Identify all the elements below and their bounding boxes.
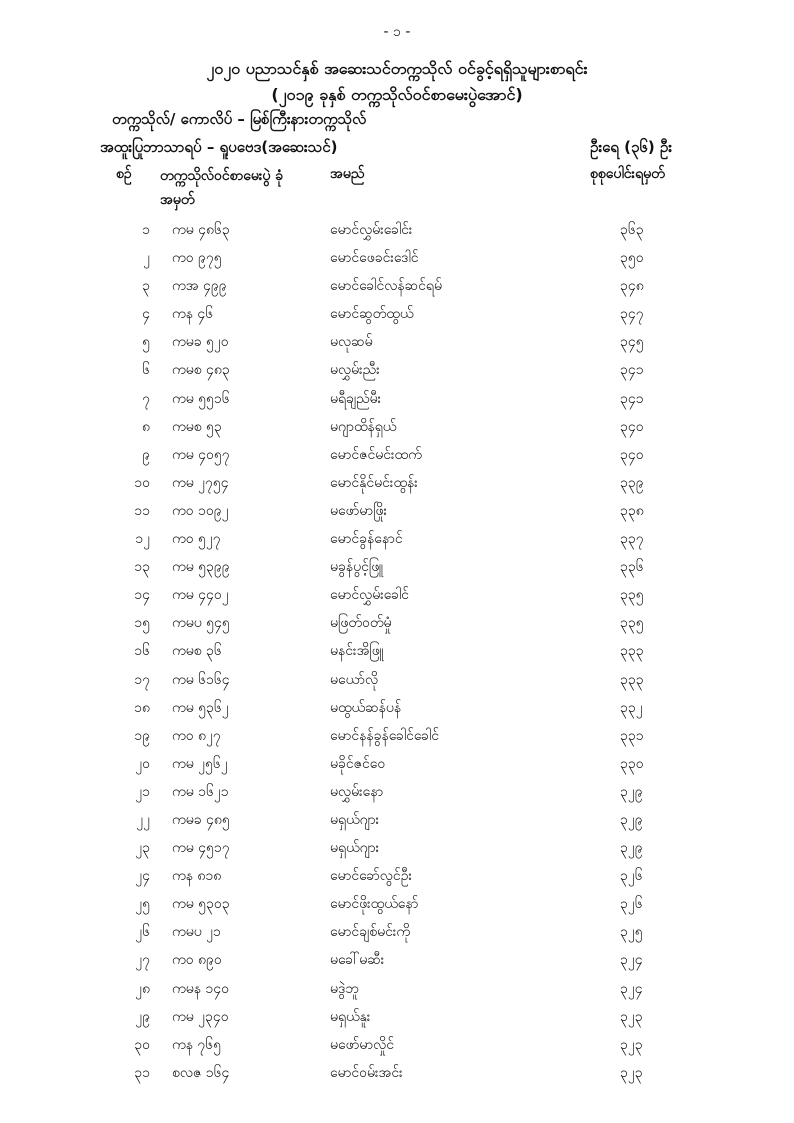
table-row: [0, 609, 794, 637]
column-header-total-marks: စုစုပေါင်းရမှတ်: [590, 166, 665, 182]
table-row: [0, 1003, 794, 1031]
total-marks: ၃၂၃: [620, 1008, 643, 1025]
total-marks: ၃၃၈: [620, 502, 644, 519]
row-number: ၂၇: [135, 952, 150, 969]
row-number: ၇: [142, 390, 150, 407]
table-row: [0, 890, 794, 918]
row-number: ၁၀: [134, 474, 150, 491]
total-marks: ၃၂၄: [620, 980, 643, 997]
roll-number: ကမပ ၂၁: [172, 924, 221, 941]
student-name: မောင်ဖိုးထွယ်နော်: [330, 896, 419, 913]
student-name: မောင်ဝမ်းအင်း: [330, 1064, 403, 1081]
student-name: မရီချည်မီး: [330, 390, 382, 407]
table-row: [0, 525, 794, 553]
row-number: ၂၉: [135, 1008, 150, 1025]
table-row: [0, 637, 794, 665]
student-name: မလွှမ်းညီး: [330, 362, 380, 379]
student-name: မရှယ်နူး: [330, 1008, 371, 1025]
table-row: [0, 750, 794, 778]
row-number: ၃: [142, 278, 150, 295]
roll-number: ကမ ၅၅၁၆: [172, 390, 230, 407]
total-marks: ၃၄၀: [620, 446, 644, 463]
column-header-name: အမည်: [330, 166, 365, 182]
total-marks: ၃၃၇: [620, 531, 644, 548]
row-number: ၈: [142, 418, 150, 435]
major-subject-line: အထူးပြုဘာသာရပ် – ရူပဗေဒ(အဆေးသင်): [100, 138, 338, 156]
row-number: ၆: [142, 362, 150, 379]
row-number: ၂၀: [135, 755, 150, 772]
student-name: မောင်ဇင်မင်းထက်: [330, 446, 422, 463]
headcount-line: ဦးရေ (၃၆) ဦး: [590, 138, 673, 156]
total-marks: ၃၄၁: [620, 362, 644, 379]
total-marks: ၃၃၁: [620, 727, 644, 744]
student-name: မောင်ခေါင်လန်ဆင်ရမ်: [330, 278, 442, 295]
student-name: မထွယ်ဆန်ပန်: [330, 699, 402, 716]
table-row: [0, 834, 794, 862]
total-marks: ၃၂၉: [620, 783, 643, 800]
document-title: ၂၀၂၀ ပညာသင်နှစ် အဆေးသင်တက္ကသိုလ် ဝင်ခွင့်ရရှိသူများစာရင်း: [206, 59, 588, 78]
row-number: ၂၄: [135, 868, 150, 885]
table-row: [0, 356, 794, 384]
table-row: [0, 975, 794, 1003]
roll-number: စလဇ ၁၆၄: [172, 1064, 230, 1081]
table-row: [0, 694, 794, 722]
row-number: ၁၂: [135, 531, 150, 548]
table-row: [0, 497, 794, 525]
student-name: မခွန်ပွင့်ဖြူ: [330, 559, 384, 576]
roll-number: ကမ ၅၃၀၃: [172, 896, 230, 913]
total-marks: ၃၃၉: [620, 474, 644, 491]
total-marks: ၃၄၅: [620, 334, 644, 351]
student-name: မောင်ဆွတ်ထွယ်: [330, 306, 414, 323]
roll-number: ကန ၄၆: [172, 306, 214, 323]
row-number: ၂၂: [136, 811, 150, 828]
table-row: [0, 778, 794, 806]
roll-number: ကမပ ၅၄၅: [172, 615, 230, 632]
row-number: ၂: [143, 250, 150, 267]
total-marks: ၃၃၃: [620, 671, 644, 688]
table-row: [0, 1059, 794, 1087]
student-name: မောင်ဖေခင်းဒေါင်: [330, 250, 419, 267]
table-row: [0, 300, 794, 328]
row-number: ၁၁: [134, 502, 150, 519]
table-row: [0, 806, 794, 834]
roll-number: ကမ ၄၈၆၃: [172, 222, 230, 238]
roll-number: ကန ၇၆၅: [172, 1036, 222, 1053]
table-row: [0, 1031, 794, 1059]
roll-number: ကမ ၄၅၁၇: [172, 840, 230, 857]
row-number: ၃၀: [134, 1036, 150, 1053]
table-row: [0, 918, 794, 946]
total-marks: ၃၃၀: [620, 755, 644, 772]
total-marks: ၃၃၂: [620, 699, 643, 716]
total-marks: ၃၃၅: [620, 587, 644, 604]
roll-number: ကမ ၅၃၆၂: [172, 699, 229, 716]
roll-number: ကဝ ၉၇၅: [172, 250, 222, 267]
table-row: [0, 385, 794, 413]
table-row: [0, 581, 794, 609]
row-number: ၅: [142, 334, 150, 351]
roll-number: ကမစ ၅၃: [172, 418, 222, 435]
student-name: မရှယ်ဂျား: [330, 811, 380, 828]
student-name: မလုဆမ်: [330, 334, 373, 351]
roll-number: ကမစ ၄၈၃: [172, 362, 230, 379]
total-marks: ၃၄၁: [620, 390, 644, 407]
total-marks: ၃၂၉: [620, 840, 643, 857]
table-row: [0, 441, 794, 469]
total-marks: ၃၂၄: [620, 952, 643, 969]
student-name: မောင်ခွန်နောင်: [330, 531, 403, 548]
table-row: [0, 244, 794, 272]
page-number: - ၁ -: [383, 24, 411, 40]
column-header-roll-number: တက္ကသိုလ်ဝင်စာမေးပွဲ ခုံအမှတ်: [160, 168, 284, 208]
roll-number: ကအ ၄၉၉: [172, 278, 227, 295]
table-row: [0, 553, 794, 581]
student-name: မောင်လွှမ်းခေါင်း: [330, 222, 413, 238]
roll-number: ကမခ ၅၂၀: [172, 334, 229, 351]
table-row: [0, 272, 794, 300]
total-marks: ၃၂၆: [620, 868, 643, 885]
row-number: ၁: [142, 222, 150, 238]
row-number: ၁၈: [134, 699, 150, 716]
row-number: ၁၅: [134, 615, 150, 632]
row-number: ၂၆: [135, 924, 150, 941]
roll-number: ကမစ ၃၆: [172, 643, 222, 660]
student-name: မောင်ချစ်မင်းကို: [330, 924, 411, 941]
row-number: ၂၃: [135, 840, 150, 857]
student-name: မဖော်မာလှိုင်: [330, 1036, 394, 1053]
student-name: မလွှမ်းနော: [330, 783, 384, 800]
row-number: ၂၈: [135, 980, 150, 997]
roll-number: ကမ ၄၄၀၂: [172, 587, 229, 604]
university-line: တက္ကသိုလ်/ ကောလိပ် – မြစ်ကြီးနားတက္ကသိုလ်: [112, 110, 367, 128]
roll-number: ကန ၈၁၈: [172, 868, 222, 885]
roll-number: ကမ ၁၆၂၁: [172, 783, 229, 800]
student-name: မောင်နန်ခွန်ခေါင်ခေါင်: [330, 727, 439, 744]
total-marks: ၃၃၅: [620, 615, 644, 632]
row-number: ၄: [142, 306, 150, 323]
row-number: ၁၄: [134, 587, 150, 604]
student-name: မခေါ်မဆီး: [330, 952, 385, 969]
total-marks: ၃၃၃: [620, 643, 644, 660]
total-marks: ၃၂၉: [620, 811, 643, 828]
table-row: [0, 413, 794, 441]
roll-number: ကမ ၂၇၅၄: [172, 474, 229, 491]
student-name: မဖော်မာဖြိုး: [330, 502, 388, 519]
table-row: [0, 216, 794, 244]
table-row: [0, 666, 794, 694]
roll-number: ကမန ၁၄၀: [172, 980, 230, 997]
student-name: မရှယ်ဂျား: [330, 840, 380, 857]
total-marks: ၃၄၀: [620, 418, 644, 435]
total-marks: ၃၄၇: [620, 306, 644, 323]
table-row: [0, 946, 794, 974]
row-number: ၁၆: [134, 643, 150, 660]
roll-number: ကဝ ၅၂၇: [172, 531, 221, 548]
student-name: မဂျာထိန်ရှယ်: [330, 418, 397, 435]
table-row: [0, 722, 794, 750]
student-name: မောင်နိုင်မင်းထွန်း: [330, 474, 418, 491]
row-number: ၁၉: [134, 727, 150, 744]
table-row: [0, 862, 794, 890]
student-name: မောင်ခော်လွင်ဦး: [330, 868, 413, 885]
roll-number: ကမ ၂၅၆၂: [172, 755, 228, 772]
row-number: ၂၁: [135, 783, 150, 800]
total-marks: ၃၂၆: [620, 896, 643, 913]
total-marks: ၃၅၀: [620, 250, 644, 267]
total-marks: ၃၃၆: [620, 559, 644, 576]
total-marks: ၃၄၈: [620, 278, 644, 295]
roll-number: ကဝ ၁၀၉၂: [172, 502, 229, 519]
row-number: ၁၃: [134, 559, 150, 576]
roll-number: ကဝ ၈၂၇: [172, 727, 221, 744]
total-marks: ၃၂၃: [620, 1036, 643, 1053]
student-name: မခိုင်ဇင်ဝေ: [330, 755, 386, 772]
student-name: မနင်းအိဖြူ: [330, 643, 384, 660]
student-name: မဖြတ်ဝတ်မှုံ: [330, 615, 392, 632]
total-marks: ၃၂၃: [620, 1064, 643, 1081]
roll-number: ကမ ၄၀၅၇: [172, 446, 230, 463]
row-number: ၂၅: [135, 896, 150, 913]
row-number: ၉: [142, 446, 150, 463]
row-number: ၃၁: [134, 1064, 150, 1081]
roll-number: ကမခ ၄၈၅: [172, 811, 230, 828]
column-header-no: စဉ်: [116, 166, 132, 182]
total-marks: ၃၂၅: [620, 924, 643, 941]
student-name: မယော်လို: [330, 671, 379, 688]
roll-number: ကမ ၂၃၄၀: [172, 1008, 229, 1025]
row-number: ၁၇: [134, 671, 150, 688]
table-row: [0, 469, 794, 497]
roll-number: ကမ ၅၃၉၉: [172, 559, 230, 576]
student-name: မဒွဲဘူ: [330, 980, 359, 997]
table-row: [0, 328, 794, 356]
student-name: မောင်လွှမ်းခေါင်: [330, 587, 409, 604]
roll-number: ကမ ၆၁၆၄: [172, 671, 230, 688]
total-marks: ၃၆၃: [620, 222, 644, 238]
roll-number: ကဝ ၈၉၀: [172, 952, 222, 969]
results-table: [0, 216, 794, 1087]
document-subtitle: (၂၀၁၉ ခုနှစ် တက္ကသိုလ်ဝင်စာမေးပွဲအောင်): [271, 85, 523, 104]
